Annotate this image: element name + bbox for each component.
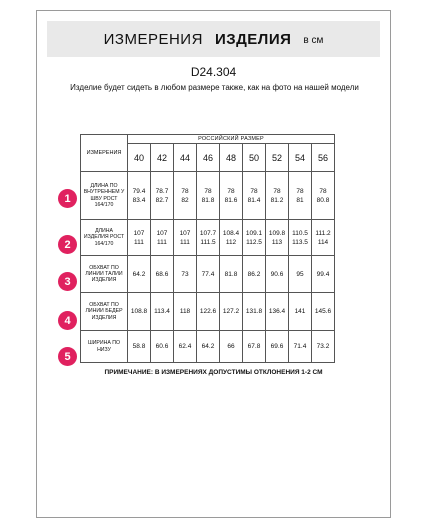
measurement-value: 107	[179, 229, 191, 237]
measurement-label: ОБХВАТ ПО ЛИНИИ ТАЛИИ ИЗДЕЛИЯ	[81, 256, 128, 293]
measurement-value: 81.4	[247, 196, 261, 204]
measurement-value: 66	[227, 343, 235, 350]
measurement-cell	[312, 220, 335, 256]
measurement-value: 108.8	[130, 308, 148, 315]
measurement-cell	[289, 331, 312, 363]
measurement-cell	[151, 220, 174, 256]
title-banner	[47, 21, 380, 57]
measurement-cell	[128, 331, 151, 363]
corner-label: ИЗМЕРЕНИЯ	[81, 135, 128, 172]
measurement-cell	[174, 331, 197, 363]
measurement-value: 112.5	[246, 238, 262, 246]
measurement-value: 113	[271, 238, 283, 246]
measurement-cell	[312, 293, 335, 331]
measurement-value: 111	[134, 238, 144, 246]
measurement-cell	[151, 172, 174, 220]
product-code: D24.304	[190, 65, 237, 79]
size-header-cell: 46	[197, 144, 220, 172]
measurement-cell	[289, 256, 312, 293]
measurement-cell	[151, 256, 174, 293]
measurement-value: 64.2	[132, 270, 146, 278]
measurement-value: 82.7	[155, 196, 169, 204]
measurement-value: 111	[180, 238, 190, 246]
measurement-cell	[266, 172, 289, 220]
measurement-row	[81, 256, 335, 293]
measurement-cell	[197, 256, 220, 293]
measurement-cell	[174, 293, 197, 331]
measurement-value: 131.8	[245, 308, 263, 315]
measurement-value: 136.4	[268, 308, 286, 315]
measurement-row	[81, 293, 335, 331]
row-number-badge: 2	[58, 235, 77, 254]
measurement-cell	[220, 220, 243, 256]
measurement-cell	[266, 256, 289, 293]
measurement-value: 78	[181, 187, 189, 195]
measurement-value: 58.8	[132, 343, 146, 350]
measurement-value: 78	[296, 187, 304, 195]
measurement-cell	[174, 256, 197, 293]
row-number-badge: 4	[58, 311, 77, 330]
measurement-cell	[197, 331, 220, 363]
measurement-cell	[151, 331, 174, 363]
measurement-value: 99.4	[316, 270, 330, 278]
row-number-badge: 5	[58, 347, 77, 366]
measurement-value: 78	[273, 187, 281, 195]
measurement-cell	[128, 256, 151, 293]
measurement-value: 81.6	[224, 196, 238, 204]
measurement-row	[81, 220, 335, 256]
measurement-cell	[174, 220, 197, 256]
fit-note: Изделие будет сидеть в любом размере также, как на фото на нашей модели	[70, 83, 359, 92]
measurement-value: 90.6	[270, 270, 284, 278]
measurement-value: 62.4	[178, 343, 192, 350]
size-table	[80, 134, 335, 363]
measurement-row	[81, 172, 335, 220]
measurement-value: 78	[204, 187, 212, 195]
measurement-cell	[312, 256, 335, 293]
measurement-value: 113.5	[292, 238, 308, 246]
measurement-value: 110.5	[292, 229, 308, 237]
measurement-value: 118	[179, 308, 191, 315]
measurement-value: 77.4	[201, 270, 215, 278]
measurement-value: 111.5	[200, 238, 216, 246]
measurement-value: 111	[157, 238, 167, 246]
measurement-value: 67.8	[247, 343, 261, 350]
title-word-product: ИЗДЕЛИЯ	[214, 30, 292, 48]
measurement-cell	[243, 256, 266, 293]
measurement-value: 78.7	[155, 187, 169, 195]
measurement-cell	[289, 293, 312, 331]
measurement-value: 60.6	[155, 343, 169, 350]
measurement-value: 109.1	[245, 229, 263, 237]
measurement-value: 107	[133, 229, 145, 237]
measurement-value: 107	[156, 229, 168, 237]
measurement-cell	[128, 220, 151, 256]
row-number-badge: 3	[58, 272, 77, 291]
measurement-value: 78	[227, 187, 235, 195]
measurement-value: 145.6	[314, 308, 332, 315]
measurement-cell	[266, 220, 289, 256]
size-header-cell: 42	[151, 144, 174, 172]
row-number-badge: 1	[58, 189, 77, 208]
measurement-label: ОБХВАТ ПО ЛИНИИ БЕДЕР ИЗДЕЛИЯ	[81, 293, 128, 331]
size-header-cell: 40	[128, 144, 151, 172]
measurement-value: 73.2	[316, 343, 330, 350]
measurement-value: 81.8	[224, 270, 238, 278]
measurement-cell	[266, 331, 289, 363]
measurement-cell	[243, 293, 266, 331]
measurement-value: 78	[250, 187, 258, 195]
measurement-cell	[197, 172, 220, 220]
measurement-value: 83.4	[132, 196, 146, 204]
measurement-cell	[312, 331, 335, 363]
measurement-value: 141	[294, 308, 306, 315]
measurement-cell	[266, 293, 289, 331]
measurement-value: 111.2	[315, 229, 331, 237]
measurement-label: ДЛИНА ИЗДЕЛИЯ РОСТ 164/170	[81, 220, 128, 256]
measurement-cell	[128, 293, 151, 331]
measurement-value: 80.8	[316, 196, 330, 204]
measurement-value: 79.4	[132, 187, 146, 195]
measurement-cell	[197, 220, 220, 256]
measurement-value: 71.4	[293, 343, 307, 350]
size-header-cell: 50	[243, 144, 266, 172]
measurement-cell	[128, 172, 151, 220]
measurement-row	[81, 331, 335, 363]
size-header-cell: 56	[312, 144, 335, 172]
measurement-cell	[243, 331, 266, 363]
measurement-cell	[151, 293, 174, 331]
measurement-value: 95	[296, 270, 304, 278]
measurement-value: 113.4	[154, 308, 170, 315]
tolerance-remark: ПРИМЕЧАНИЕ: В ИЗМЕРЕНИЯХ ДОПУСТИМЫ ОТКЛОНЕНИЯ 1-2 СМ	[104, 369, 323, 376]
measurement-cell	[289, 172, 312, 220]
table-body	[81, 172, 335, 363]
measurement-value: 112	[225, 238, 237, 246]
size-header-cell: 44	[174, 144, 197, 172]
title-word-measurements: ИЗМЕРЕНИЯ	[103, 30, 203, 48]
size-header-cell: 52	[266, 144, 289, 172]
size-header-cell: 48	[220, 144, 243, 172]
measurement-value: 109.8	[268, 229, 286, 237]
measurement-value: 73	[181, 270, 189, 278]
measurement-value: 107.7	[199, 229, 217, 237]
measurement-cell	[312, 172, 335, 220]
measurement-value: 68.6	[155, 270, 169, 278]
title-unit: в см	[303, 34, 324, 46]
measurement-cell	[220, 256, 243, 293]
measurement-value: 82	[181, 196, 189, 204]
measurement-value: 78	[319, 187, 327, 195]
measurement-cell	[243, 220, 266, 256]
measurement-value: 69.6	[270, 343, 284, 350]
measurement-value: 81.8	[201, 196, 215, 204]
measurement-cell	[220, 293, 243, 331]
measurement-value: 81.2	[270, 196, 284, 204]
measurement-value: 114	[317, 238, 329, 246]
measurement-value: 81	[296, 196, 304, 204]
measurement-cell	[220, 172, 243, 220]
measurement-cell	[289, 220, 312, 256]
measurement-label: ДЛИНА ПО ВНУТРЕННЕМ У ШВУ РОСТ 164/170	[81, 172, 128, 220]
measurement-cell	[174, 172, 197, 220]
measurement-value: 127.2	[222, 308, 240, 315]
measurement-value: 86.2	[247, 270, 261, 278]
measurement-value: 108.4	[222, 229, 240, 237]
measurement-cell	[220, 331, 243, 363]
measurement-value: 64.2	[201, 343, 215, 350]
measurement-cell	[197, 293, 220, 331]
size-header-cell: 54	[289, 144, 312, 172]
measurement-cell	[243, 172, 266, 220]
size-group-header: РОССИЙСКИЙ РАЗМЕР	[128, 135, 335, 144]
size-chart-card	[36, 10, 391, 518]
measurement-label: ШИРИНА ПО НИЗУ	[81, 331, 128, 363]
measurement-value: 122.6	[199, 308, 217, 315]
